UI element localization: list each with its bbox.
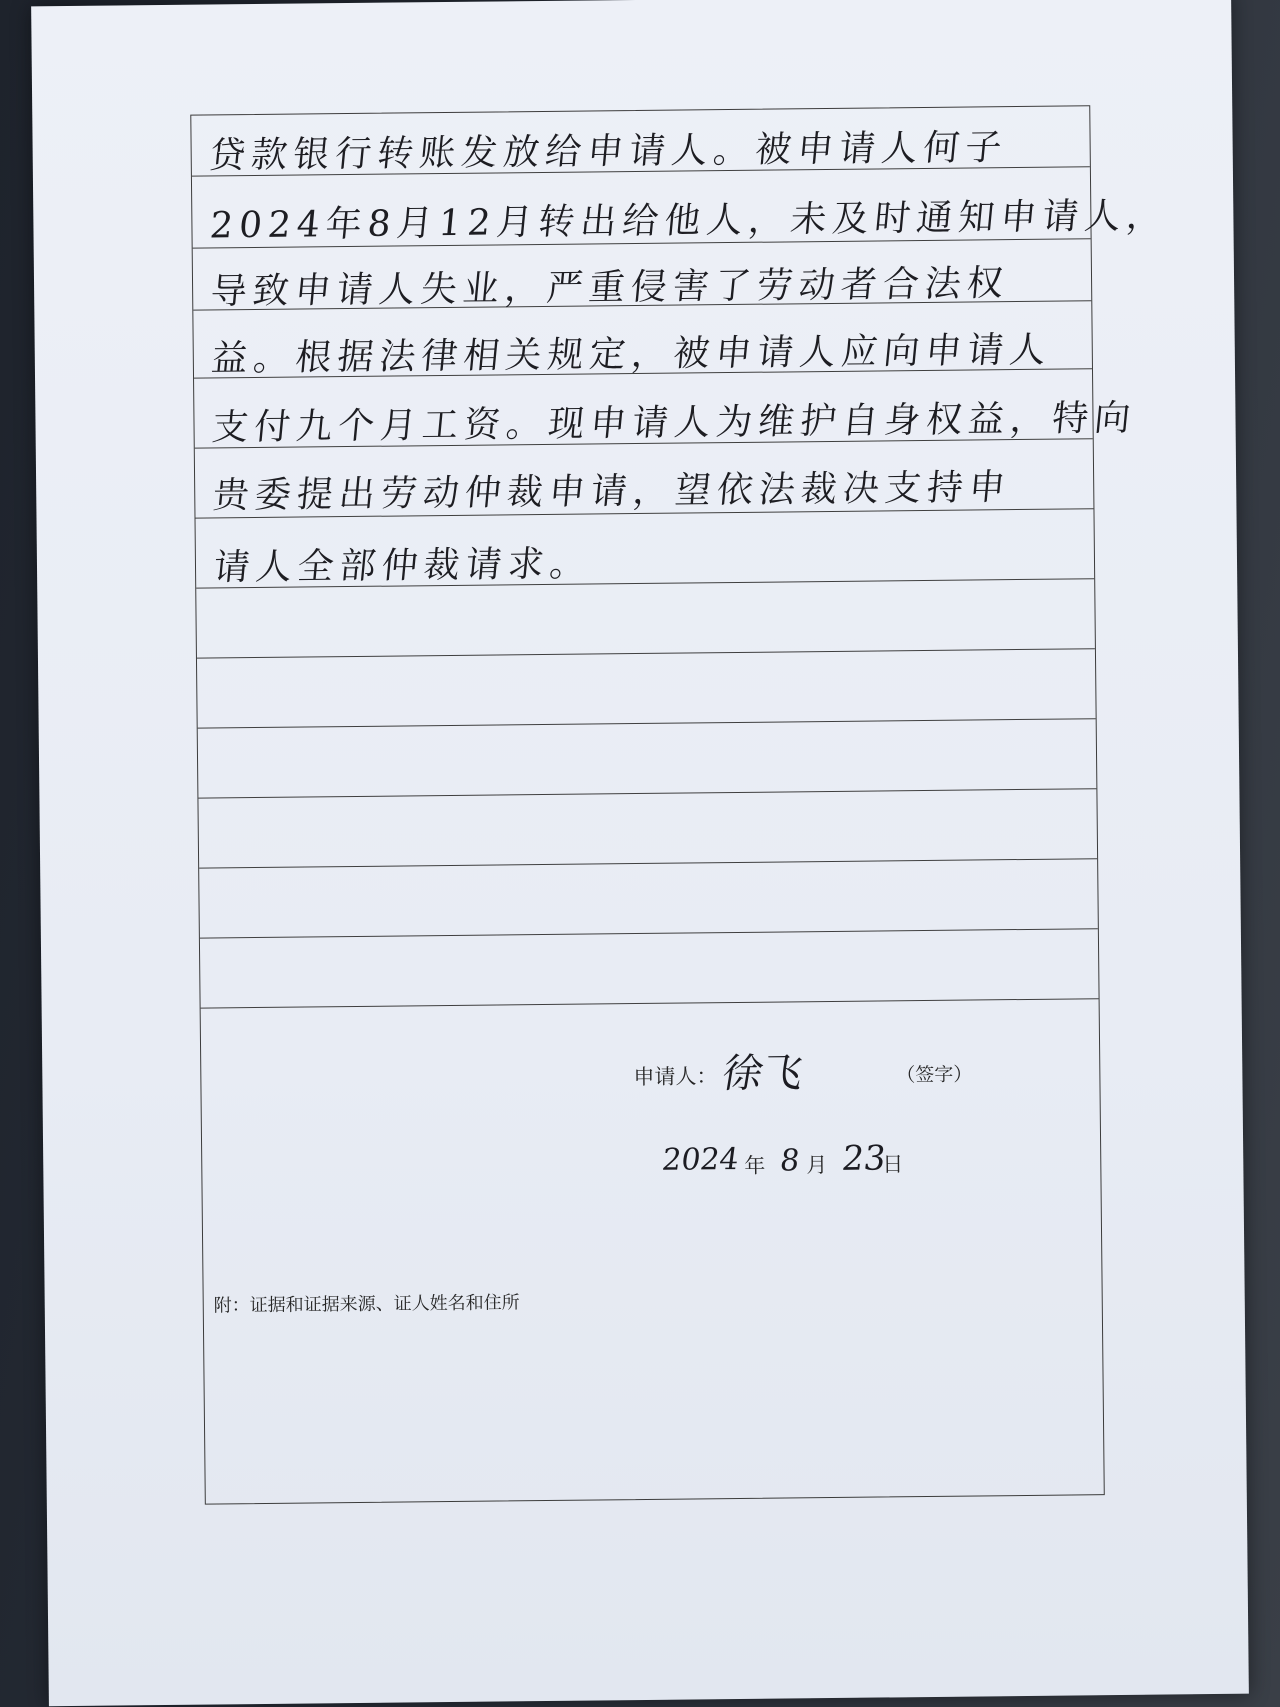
handwritten-line: 支付九个月工资。现申请人为维护自身权益，特向 — [210, 397, 1139, 449]
ruled-line — [201, 998, 1099, 1008]
ruled-line — [199, 858, 1097, 868]
date-day: 23 — [839, 1138, 889, 1179]
handwritten-line: 益。根据法律相关规定，被申请人应向申请人 — [209, 329, 1054, 380]
ruled-line — [198, 788, 1096, 798]
date-year: 2024 — [659, 1141, 741, 1178]
handwritten-line: 导致申请人失业，严重侵害了劳动者合法权 — [208, 263, 1011, 313]
ruled-line — [198, 718, 1096, 728]
handwritten-line: 贵委提出劳动仲裁申请，望依法裁决支持申 — [211, 467, 1013, 517]
handwritten-line: 贷款银行转账发放给申请人。被申请人何子 — [207, 127, 1010, 177]
attachment-note: 附：证据和证据来源、证人姓名和住所 — [213, 1292, 520, 1317]
handwritten-line: 2024年8月12月转出给他人，未及时通知申请人， — [208, 195, 1171, 247]
date-month: 8 — [777, 1143, 802, 1179]
date-year-unit: 年 — [744, 1153, 766, 1178]
applicant-label: 申请人： — [633, 1064, 718, 1090]
ruled-line — [200, 928, 1098, 938]
applicant-signature: 徐飞 — [718, 1050, 807, 1098]
date-day-unit: 日 — [882, 1152, 904, 1177]
handwritten-line: 请人全部仲裁请求。 — [211, 543, 594, 589]
application-form — [190, 105, 1171, 1504]
paper-sheet — [31, 0, 1249, 1706]
signature-note: （签字） — [896, 1063, 973, 1087]
ruled-line — [197, 648, 1095, 658]
date-month-unit: 月 — [806, 1153, 828, 1178]
